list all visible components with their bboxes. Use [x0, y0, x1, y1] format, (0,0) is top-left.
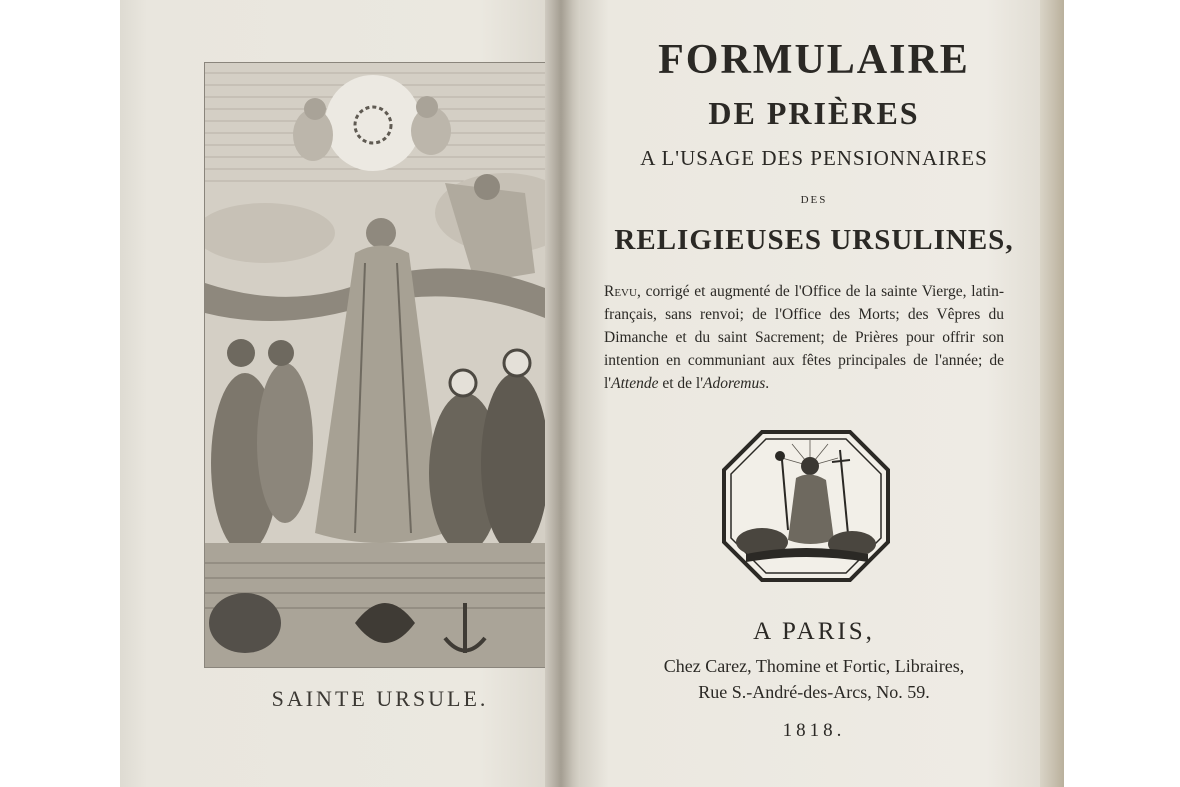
title-line-2: DE PRIÈRES: [708, 95, 920, 131]
imprint-address: Rue S.-André-des-Arcs, No. 59.: [698, 682, 930, 702]
description-lead: Revu: [604, 283, 637, 300]
title-line-5: RELIGIEUSES URSULINES,: [614, 224, 1014, 256]
title-line-4: DES: [800, 194, 828, 206]
book-gutter: [545, 0, 585, 787]
frontispiece-caption: SAINTE URSULE.: [271, 686, 489, 711]
imprint-city: A PARIS,: [753, 618, 875, 645]
imprint-year: 1818.: [782, 720, 846, 741]
title-description: [604, 280, 1004, 395]
description-italic-1: Attende: [611, 375, 659, 392]
imprint-publisher: Chez Carez, Thomine et Fortic, Libraires,: [663, 656, 965, 676]
title-line-1: FORMULAIRE: [658, 37, 970, 83]
description-part-1: , corrigé et augmenté de l'Office de la sainte Vierge, latin-français, sans renvoi; de l'Office des Morts; des Vêpres du Dimanche et du saint Sacrement; de Prières pour offrir son intention en communiant aux fêtes principales de l'année; de l': [604, 283, 1004, 392]
title-line-3: A L'USAGE DES PENSIONNAIRES: [640, 146, 988, 170]
engraving-saint-ursula-icon: [204, 62, 558, 668]
description-italic-2: Adoremus: [703, 375, 766, 392]
octagon-vignette-icon: [722, 430, 890, 582]
description-part-2: et de l': [658, 375, 703, 392]
description-part-3: .: [765, 375, 770, 392]
